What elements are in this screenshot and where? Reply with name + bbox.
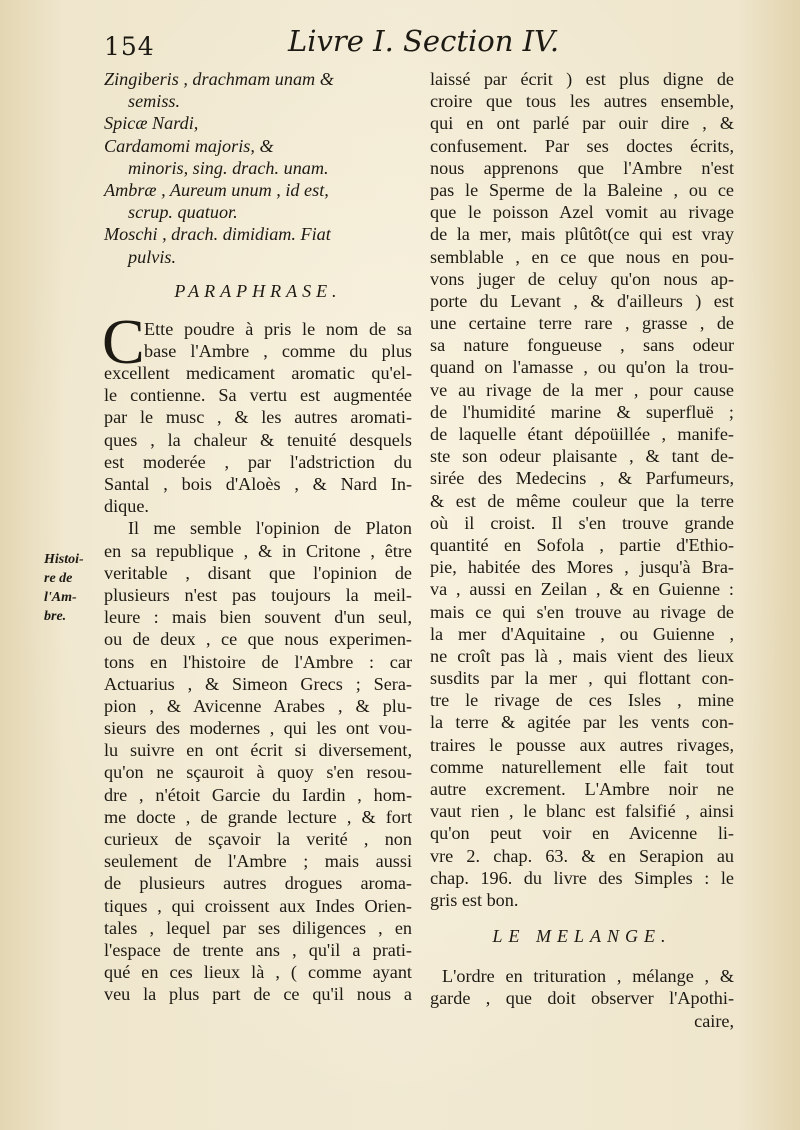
text-line: ne croît pas là , mais vient des lieux (430, 645, 734, 666)
text-line: une certaine terre rare , grasse , de (430, 313, 734, 334)
text-line: veu la plus part de ce qu'il nous a (104, 984, 412, 1005)
text-line: l'espace de trente ans , qu'il a prati- (104, 939, 412, 960)
running-head: Livre I. Section IV. (288, 24, 560, 58)
paragraph-melange (430, 965, 734, 1032)
formula-line: semiss. (128, 91, 181, 112)
text-line: L'ordre en trituration , mélange , & (442, 966, 734, 987)
text-line: ques , la chaleur & tenuité desquels (104, 429, 412, 450)
formula-line: minoris, sing. drach. unam. (128, 157, 329, 178)
text-line: où il croist. Il s'en trouve grande (430, 512, 734, 533)
text-line: dre , n'étoit Garcie du Iardin , hom- (104, 784, 412, 805)
formula-line: scrup. quatuor. (128, 202, 238, 223)
formula-line: Zingiberis , drachmam unam & (104, 69, 334, 89)
text-line: tre le rivage de ces Isles , mine (430, 690, 734, 711)
paragraph-intro (102, 305, 412, 518)
text-line: base l'Ambre , comme du plus (144, 340, 412, 361)
text-line: de l'humidité marine & superfluë ; (430, 401, 734, 422)
text-line: vons juger de celuy qu'on nous ap- (430, 268, 734, 289)
text-line: veritable , disant que l'opinion de (104, 562, 412, 583)
text-line: curieux de sçavoir la verité , non (104, 829, 412, 849)
text-line: tales , lequel par ses diligences , en (104, 917, 412, 938)
page-header (0, 20, 800, 64)
text-line: leure : mais bien souvent d'un seul, (104, 607, 412, 628)
text-line: confusement. Par ses doctes écrits, (430, 135, 734, 156)
text-line: Il me semble l'opinion de Platon (128, 518, 412, 539)
text-line: & est de même couleur que la terre (430, 490, 734, 511)
paragraph-ambre-history (104, 517, 412, 1005)
text-line: de laquelle étant dépoüillée , manife- (430, 424, 734, 444)
formula-block (104, 68, 412, 268)
text-line: tiques , qui croissent aux Indes Orien- (104, 895, 412, 916)
section-heading-melange: LE MELANGE. (492, 926, 672, 947)
left-column (104, 68, 412, 1006)
text-line: en sa republique , & in Critone , être (104, 540, 412, 561)
text-line: dique. (104, 496, 149, 517)
text-line: seulement de l'Ambre ; mais aussi (104, 851, 412, 872)
page-number: 154 (104, 32, 155, 61)
section-heading-paraphrase: PARAPHRASE. (174, 280, 342, 301)
formula-line: Ambræ , Aureum unum , id est, (104, 179, 329, 200)
margin-note-line: re de (44, 571, 73, 586)
text-line: qui en ont parlé par ouir dire , & (430, 113, 734, 134)
drop-cap: C (102, 305, 145, 377)
text-line: de plusieurs autres drogues aroma- (104, 873, 412, 894)
text-line: ste son odeur plaisante , & tant de- (430, 446, 734, 467)
text-line: pas le Sperme de la Baleine , ou ce (430, 179, 734, 200)
text-line: traires le pousse aux autres rivages, (430, 734, 734, 755)
text-line: autre excrement. L'Ambre noir ne (430, 779, 734, 799)
text-line: lu suivre en ont écrit si diversement, (104, 740, 412, 761)
text-line: susdits par la mer , qui flottant con- (430, 668, 734, 689)
text-line: garde , que doit observer l'Apothi- (430, 988, 734, 1009)
text-line: plusieurs n'est pas toujours la meil- (104, 584, 412, 605)
text-line: sieurs des modernes , qui les ont vou- (104, 718, 412, 739)
formula-line: Spicæ Nardi, (104, 113, 199, 134)
text-line: sirée des Medecins , & Parfumeurs, (430, 468, 734, 489)
text-line: qu'on ne sçauroit à quoy s'en resou- (104, 762, 412, 783)
text-line: quantité en Sofola , partie d'Ethio- (430, 534, 734, 555)
text-line: mais ce qui s'en trouve au rivage de (430, 601, 734, 622)
text-line: croire que tous les autres ensemble, (430, 91, 734, 112)
text-line: Actuarius , & Simeon Grecs ; Sera- (104, 673, 412, 694)
text-line: ve au rivage de la mer , pour cause (430, 379, 734, 400)
text-line: excellent medicament aromatic qu'el- (104, 363, 412, 384)
text-line: qu'on peut voir en Avicenne li- (430, 823, 734, 844)
text-line: gris est bon. (430, 889, 519, 910)
text-line: semblable , en ce que nous en pou- (430, 246, 734, 267)
text-line: comme naturellement elle fait tout (430, 756, 734, 777)
text-line: quand on l'amasse , ou qu'on la trou- (430, 357, 734, 378)
text-line: me docte , de grande lecture , & fort (104, 806, 412, 827)
text-line: ou de deux , ce que nous experimen- (104, 629, 412, 650)
text-line: qué en ces lieux là , ( comme ayant (104, 962, 412, 983)
text-line: chap. 196. du livre des Simples : le (430, 867, 734, 888)
text-line: nous apprenons que l'Ambre n'est (430, 157, 734, 178)
text-line: la mer d'Aquitaine , ou Guienne , (430, 623, 734, 644)
formula-line: pulvis. (128, 246, 176, 267)
formula-line: Cardamomi majoris, & (104, 135, 274, 156)
text-line: vaut rien , le blanc est falsifié , ainsi (430, 801, 734, 822)
text-line: pie, habitée des Mores , jusqu'à Bra- (430, 557, 734, 578)
margin-note-line: bre. (44, 609, 67, 624)
paragraph-ambre-nature (430, 68, 734, 911)
text-line: pion , & Avicenne Arabes , & plu- (104, 695, 412, 716)
text-line: la terre & agitée par les vents con- (430, 712, 734, 733)
text-line: Santal , bois d'Aloès , & Nard In- (104, 474, 412, 494)
margin-note-line: l'Am- (44, 590, 77, 605)
margin-note (44, 550, 96, 626)
text-line: tons en l'histoire de l'Ambre : car (104, 651, 412, 672)
text-line: par le musc , & les autres aromati- (104, 407, 412, 428)
text-line: sa nature fongueuse , sans odeur (430, 335, 734, 356)
margin-note-line: Histoi- (44, 552, 84, 567)
text-line: porte du Levant , & d'ailleurs ) est (430, 290, 734, 311)
text-line: que le poisson Azel vomit au rivage (430, 202, 734, 223)
text-line: le contienne. Sa vertu est augmentée (104, 385, 412, 406)
right-column (430, 68, 734, 1032)
text-line: est moderée , par l'adstriction du (104, 451, 412, 472)
text-line: de la mer, mais plûtôt(ce qui est vray (430, 224, 734, 245)
text-line: Ette poudre à pris le nom de sa (144, 318, 412, 339)
text-line: va , aussi en Zeilan , & en Guienne : (430, 579, 734, 600)
text-line: caire, (694, 1010, 734, 1031)
text-line: laissé par écrit ) est plus digne de (430, 69, 734, 89)
text-line: vre 2. chap. 63. & en Serapion au (430, 845, 734, 866)
formula-line: Moschi , drach. dimidiam. Fiat (104, 224, 331, 245)
